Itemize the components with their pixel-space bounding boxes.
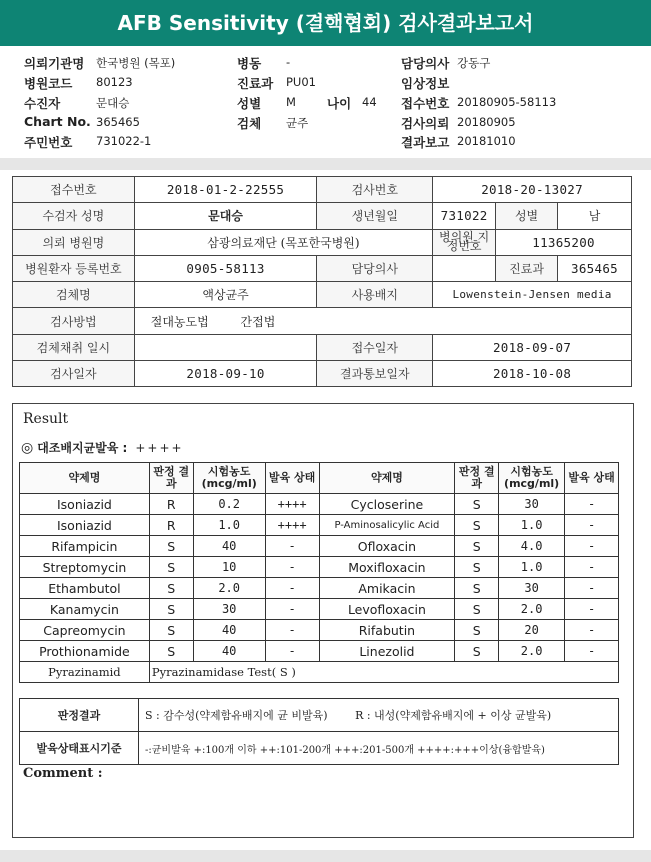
judge-result: R	[149, 515, 193, 536]
cell-label: 진료과	[496, 255, 558, 281]
growth-status: -	[565, 578, 619, 599]
header-label: Chart No.	[24, 114, 91, 129]
patient-info-table	[12, 176, 632, 387]
test-concentration: 30	[193, 599, 265, 620]
dept: 365465	[558, 255, 632, 281]
header-value: 한국병원 (목포)	[96, 56, 176, 70]
cell-label: 접수번호	[13, 177, 135, 203]
section-divider	[0, 158, 651, 170]
circle-mark-icon: ◎	[21, 440, 34, 456]
hospital-code: 11365200	[496, 229, 632, 255]
col-header: 발육 상태	[265, 463, 319, 494]
drug-row	[20, 536, 619, 557]
judge-result: S	[455, 557, 499, 578]
cell-label: 접수일자	[317, 334, 433, 360]
cell-label: 병의원 지정번호	[433, 229, 496, 255]
col-header: 발육 상태	[565, 463, 619, 494]
judge-result: S	[455, 494, 499, 515]
comment-label: Comment :	[23, 766, 103, 781]
cell-label: 의뢰 병원명	[13, 229, 135, 255]
judge-result: S	[149, 599, 193, 620]
growth-status: -	[565, 620, 619, 641]
control-growth	[21, 439, 184, 456]
result-title: Result	[23, 411, 69, 427]
test-concentration: 10	[193, 557, 265, 578]
header-value: PU01	[286, 75, 316, 89]
growth-status: ++++	[265, 515, 319, 536]
drug-name: Linezolid	[319, 641, 455, 662]
judge-result: S	[455, 515, 499, 536]
judge-result: S	[149, 620, 193, 641]
test-concentration: 2.0	[499, 599, 565, 620]
judge-result: S	[149, 641, 193, 662]
cell-label: 생년월일	[317, 203, 433, 229]
header-value: 20180905-58113	[457, 95, 557, 109]
method-2: 간접법	[240, 314, 276, 329]
header-label: 병동	[237, 56, 262, 71]
drug-row	[20, 599, 619, 620]
legend-label: 판정결과	[20, 699, 139, 732]
header-label: 진료과	[237, 76, 274, 91]
col-header: 판정 결과	[149, 463, 193, 494]
drug-table-body	[20, 494, 619, 662]
cell-label: 검사방법	[13, 308, 135, 334]
growth-status: -	[265, 557, 319, 578]
header-label: 나이	[327, 96, 352, 111]
header-value: 강동구	[457, 56, 491, 70]
test-date: 2018-09-10	[134, 361, 317, 387]
header-label: 수진자	[24, 96, 61, 111]
report-title: AFB Sensitivity (결핵협회) 검사결과보고서	[0, 0, 651, 46]
drug-name: Pyrazinamid	[20, 662, 150, 683]
growth-status: -	[565, 494, 619, 515]
header-value: 44	[362, 95, 377, 109]
drug-row	[20, 494, 619, 515]
control-value: ++++	[135, 441, 184, 455]
header-value: 20180905	[457, 115, 516, 129]
col-header: 약제명	[20, 463, 150, 494]
growth-status: -	[565, 536, 619, 557]
drug-row	[20, 641, 619, 662]
drug-name: Ethambutol	[20, 578, 150, 599]
report-header	[0, 54, 651, 156]
test-concentration: 2.0	[499, 641, 565, 662]
header-value: 20181010	[457, 134, 516, 148]
header-value: 문대승	[96, 96, 130, 110]
header-label: 주민번호	[24, 135, 73, 150]
cell-label: 검사일자	[13, 361, 135, 387]
medium: Lowenstein-Jensen media	[433, 282, 632, 308]
test-concentration: 30	[499, 494, 565, 515]
growth-status: -	[265, 641, 319, 662]
judge-result: S	[149, 536, 193, 557]
drug-name: Isoniazid	[20, 494, 150, 515]
cell-label: 담당의사	[317, 255, 433, 281]
dob: 731022	[433, 203, 496, 229]
growth-status: -	[265, 599, 319, 620]
header-value: -	[286, 55, 291, 69]
cell-label: 검체명	[13, 282, 135, 308]
result-section	[12, 403, 634, 838]
growth-status: -	[565, 641, 619, 662]
drug-name: Streptomycin	[20, 557, 150, 578]
test-concentration: 30	[499, 578, 565, 599]
test-concentration: 40	[193, 536, 265, 557]
method-1: 절대농도법	[150, 314, 209, 329]
judge-result: R	[149, 494, 193, 515]
doctor	[433, 255, 496, 281]
drug-row	[20, 620, 619, 641]
legend-s: S : 감수성(약제함유배지에 균 비발육)	[145, 709, 328, 722]
cell-label: 병원환자 등록번호	[13, 255, 135, 281]
header-value: 80123	[96, 75, 133, 89]
drug-row	[20, 515, 619, 536]
header-label: 검사의뢰	[401, 116, 450, 131]
drug-name: Prothionamide	[20, 641, 150, 662]
cell-label: 검사번호	[317, 177, 433, 203]
control-label: 대조배지균발육 :	[37, 441, 128, 455]
legend-r: R : 내성(약제함유배지에 + 이상 균발육)	[355, 709, 552, 722]
patient-reg-no: 0905-58113	[134, 255, 317, 281]
col-header: 시험농도 (mcg/ml)	[499, 463, 565, 494]
judge-result: S	[149, 557, 193, 578]
col-header: 약제명	[319, 463, 455, 494]
pza-result: Pyrazinamidase Test( S )	[149, 662, 618, 683]
cell-label: 검체채취 일시	[13, 334, 135, 360]
test-concentration: 1.0	[499, 515, 565, 536]
sex: 남	[558, 203, 632, 229]
header-label: 결과보고	[401, 135, 450, 150]
header-label: 검체	[237, 116, 262, 131]
drug-name: Isoniazid	[20, 515, 150, 536]
reg-no: 2018-01-2-22555	[134, 177, 317, 203]
header-label: 담당의사	[401, 56, 450, 71]
drug-name: Amikacin	[319, 578, 455, 599]
test-concentration: 1.0	[499, 557, 565, 578]
test-concentration: 0.2	[193, 494, 265, 515]
col-header: 시험농도 (mcg/ml)	[193, 463, 265, 494]
drug-row	[20, 557, 619, 578]
cell-label: 사용배지	[317, 282, 433, 308]
drug-name: Rifampicin	[20, 536, 150, 557]
judge-result: S	[455, 578, 499, 599]
received-date: 2018-09-07	[433, 334, 632, 360]
header-label: 의뢰기관명	[24, 56, 85, 71]
growth-status: -	[565, 557, 619, 578]
test-concentration: 2.0	[193, 578, 265, 599]
header-value: 365465	[96, 115, 140, 129]
legend-label: 발육상태표시기준	[20, 732, 139, 765]
test-concentration: 20	[499, 620, 565, 641]
patient-info-panel	[12, 176, 632, 388]
header-label: 병원코드	[24, 76, 73, 91]
drug-name: Cycloserine	[319, 494, 455, 515]
test-concentration: 40	[193, 641, 265, 662]
method	[134, 308, 631, 334]
judge-result: S	[455, 641, 499, 662]
test-no: 2018-20-13027	[433, 177, 632, 203]
drug-name: Ofloxacin	[319, 536, 455, 557]
header-value: 731022-1	[96, 134, 152, 148]
drug-name: P-Aminosalicylic Acid	[319, 515, 455, 536]
judge-result: S	[455, 620, 499, 641]
drug-name: Levofloxacin	[319, 599, 455, 620]
col-header: 판정 결과	[455, 463, 499, 494]
drug-name: Moxifloxacin	[319, 557, 455, 578]
specimen: 액상균주	[134, 282, 317, 308]
drug-name: Rifabutin	[319, 620, 455, 641]
header-label: 접수번호	[401, 96, 450, 111]
legend-judge	[139, 699, 619, 732]
collect-date	[134, 334, 317, 360]
judge-result: S	[455, 599, 499, 620]
growth-status: -	[565, 515, 619, 536]
drug-row	[20, 578, 619, 599]
drug-name: Kanamycin	[20, 599, 150, 620]
header-value: 균주	[286, 116, 309, 130]
test-concentration: 4.0	[499, 536, 565, 557]
header-value: M	[286, 95, 296, 109]
legend-growth: -:균비발육 +:100개 이하 ++:101-200개 +++:201-500개 ++++:+++이상(융합발육)	[139, 732, 619, 765]
growth-status: -	[265, 578, 319, 599]
judge-result: S	[149, 578, 193, 599]
growth-status: -	[565, 599, 619, 620]
test-concentration: 1.0	[193, 515, 265, 536]
drug-name: Capreomycin	[20, 620, 150, 641]
hospital-name: 삼광의료재단 (목포한국병원)	[134, 229, 432, 255]
growth-status: -	[265, 620, 319, 641]
legend-table	[19, 698, 619, 765]
drug-table	[19, 462, 619, 683]
test-concentration: 40	[193, 620, 265, 641]
judge-result: S	[455, 536, 499, 557]
notify-date: 2018-10-08	[433, 361, 632, 387]
page-footer-band	[0, 850, 651, 862]
growth-status: ++++	[265, 494, 319, 515]
header-label: 임상정보	[401, 76, 450, 91]
cell-label: 결과통보일자	[317, 361, 433, 387]
patient-name: 문대승	[134, 203, 317, 229]
growth-status: -	[265, 536, 319, 557]
cell-label: 성별	[496, 203, 558, 229]
header-label: 성별	[237, 96, 262, 111]
cell-label: 수검자 성명	[13, 203, 135, 229]
